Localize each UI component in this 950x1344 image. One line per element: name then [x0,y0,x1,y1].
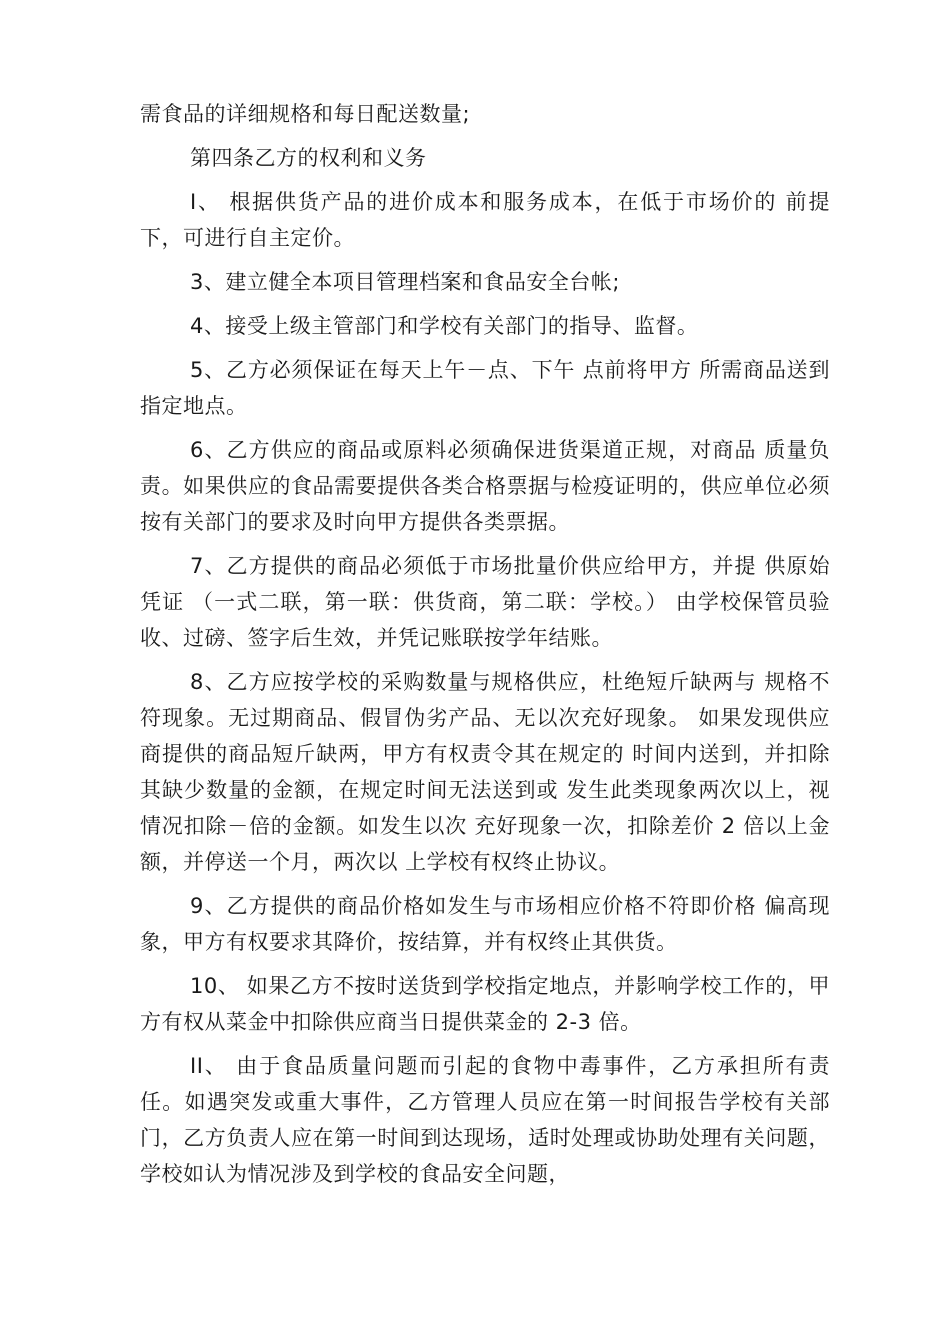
paragraph-continued-food-specs: 需食品的详细规格和每日配送数量; [140,102,471,126]
paragraph-clause-7: 7、乙方提供的商品必须低于市场批量价供应给甲方，并提 供原始凭证 （一式二联，第一联：供货商，第二联：学校。） 由学校保管员验收、过磅、签字后生效，并凭记账联按学年结账。 [140,554,830,650]
paragraph-clause-8: 8、乙方应按学校的采购数量与规格供应，杜绝短斤缺两与 规格不符现象。无过期商品、假冒伪劣产品、无以次充好现象。 如果发现供应商提供的商品短斤缺两，甲方有权责令其在规定的 时间内送到，并扣除其缺少数量的金额，在规定时间无法送到或 发生此类现象两次以上，视情况扣除－倍的金额。如发生以次 充好现象一次，扣除差价 2 倍以上金额，并停送一个月，两次以 上学校有权终止协议。 [140,670,830,874]
paragraph-clause-6: 6、乙方供应的商品或原料必须确保进货渠道正规，对商品 质量负责。如果供应的食品需要提供各类合格票据与检疫证明的，供应单位必须按有关部门的要求及时向甲方提供各类票据。 [140,438,830,534]
paragraph-clause-9: 9、乙方提供的商品价格如发生与市场相应价格不符即价格 偏高现象，甲方有权要求其降价，按结算，并有权终止其供货。 [140,894,830,954]
paragraph-clause-4: 4、接受上级主管部门和学校有关部门的指导、监督。 [190,314,699,338]
paragraph-clause-10: 10、 如果乙方不按时送货到学校指定地点，并影响学校工作的，甲方有权从菜金中扣除供应商当日提供菜金的 2-3 倍。 [140,974,830,1034]
paragraph-clause-3: 3、建立健全本项目管理档案和食品安全台帐; [190,270,620,294]
document-body [140,96,830,1200]
paragraph-clause-11: II、 由于食品质量问题而引起的食物中毒事件，乙方承担所有责任。如遇突发或重大事件，乙方管理人员应在第一时间报告学校有关部门，乙方负责人应在第一时间到达现场，适时处理或协助处理有关问题，学校如认为情况涉及到学校的食品安全问题， [140,1054,830,1186]
section-heading-article-4: 第四条乙方的权利和义务 [190,146,427,170]
paragraph-clause-1: I、 根据供货产品的进价成本和服务成本，在低于市场价的 前提下，可进行自主定价。 [140,190,830,250]
paragraph-clause-5: 5、乙方必须保证在每天上午－点、下午 点前将甲方 所需商品送到指定地点。 [140,358,830,418]
